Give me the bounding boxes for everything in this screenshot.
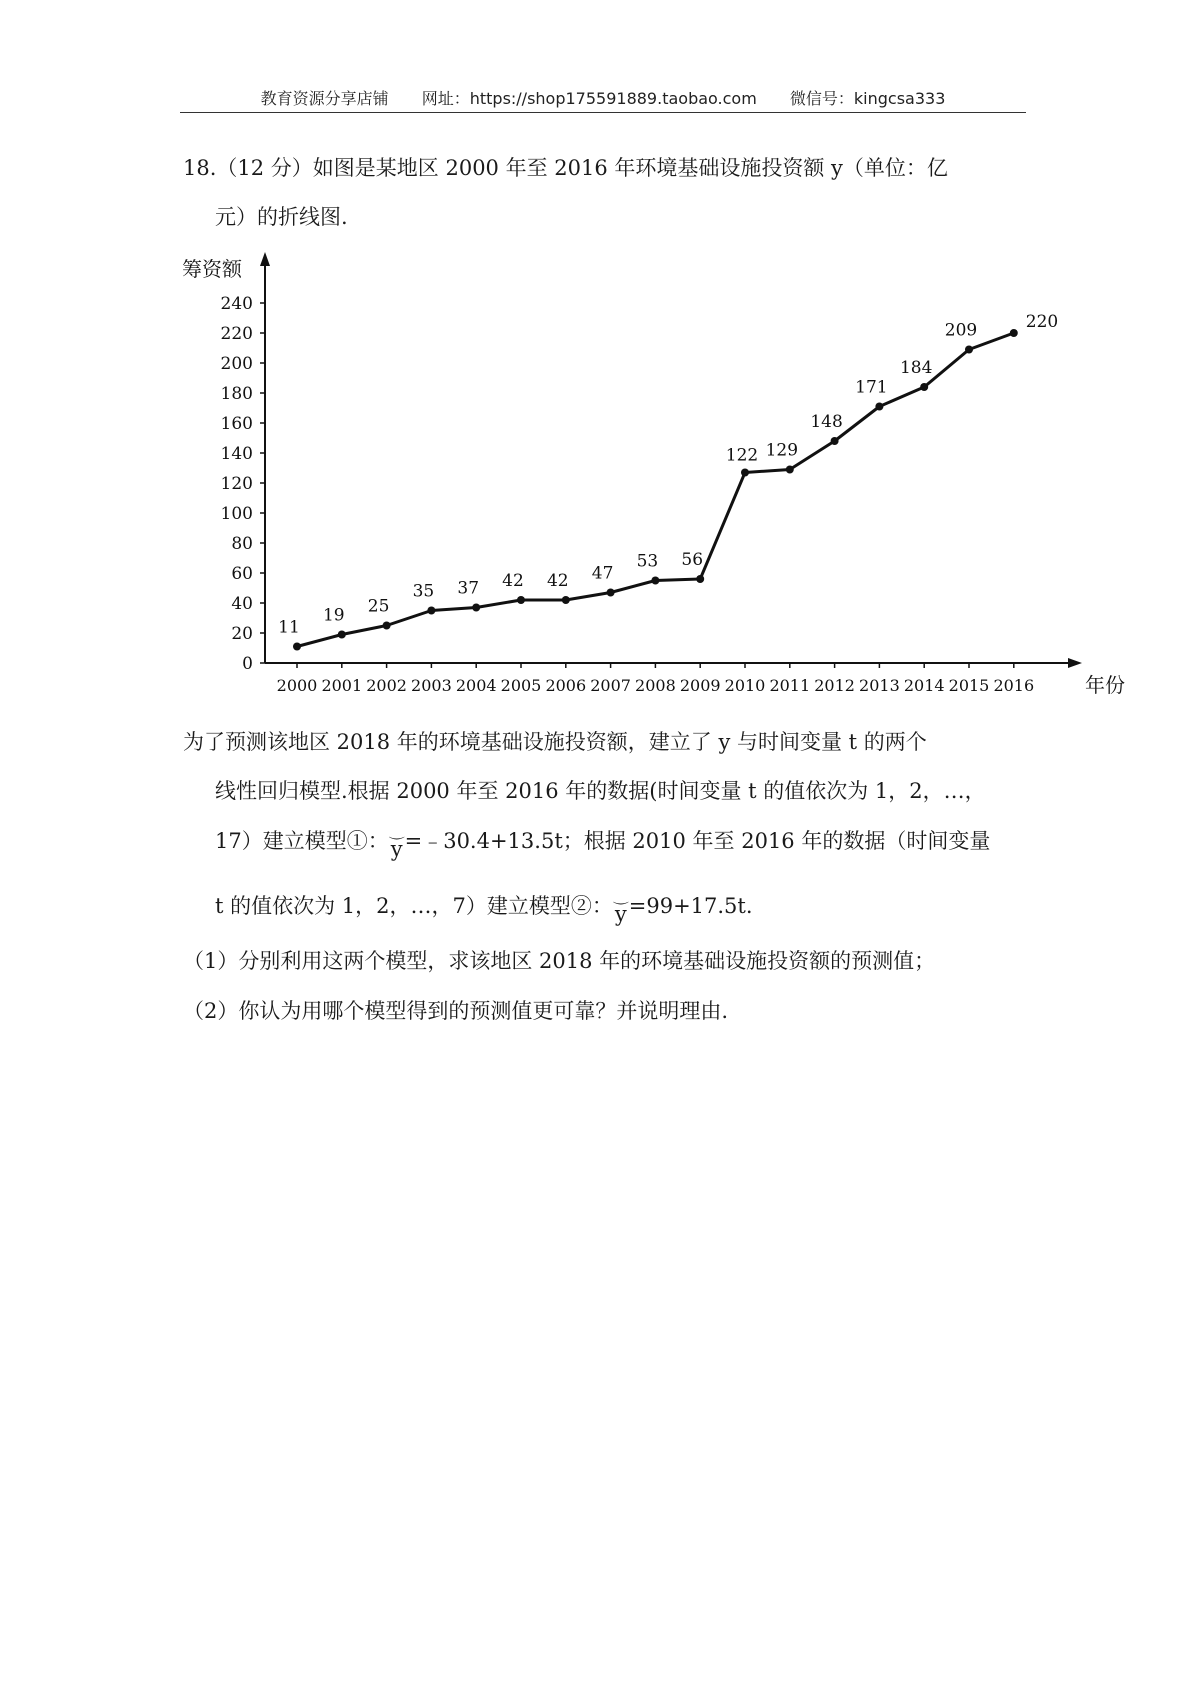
- y-tick-label: 0: [242, 654, 253, 674]
- y-tick-label: 220: [220, 324, 253, 344]
- x-tick-label: 2009: [679, 676, 721, 695]
- x-axis-arrow: [1068, 658, 1082, 668]
- data-point: [651, 577, 659, 585]
- data-label: 184: [899, 358, 933, 378]
- shop-url: 网址：https://shop175591889.taobao.com: [421, 89, 757, 108]
- data-point: [965, 346, 973, 354]
- x-tick-label: 2000: [276, 676, 318, 695]
- x-tick-label: 2008: [635, 676, 676, 695]
- data-label: 35: [412, 581, 435, 602]
- x-tick-label: 2006: [545, 676, 587, 695]
- x-tick-label: 2016: [993, 676, 1035, 695]
- x-tick-label: 2005: [500, 676, 542, 695]
- model-2-prefix: t 的值依次为 1，2，…，7）建立模型②：: [215, 894, 613, 918]
- data-point: [786, 466, 794, 474]
- sub-question-2: （2）你认为用哪个模型得到的预测值更可靠？并说明理由.: [183, 999, 729, 1023]
- header-divider: [180, 112, 1026, 113]
- data-point: [741, 469, 749, 477]
- y-hat-symbol: ⌒ y: [389, 833, 405, 865]
- body-line-4: [215, 890, 753, 926]
- y-tick-label: 100: [220, 504, 253, 524]
- data-point: [293, 643, 301, 651]
- data-label: 47: [591, 563, 614, 584]
- data-label: 19: [322, 605, 345, 626]
- data-label: 148: [810, 412, 843, 432]
- model-2-formula: =99+17.5t.: [628, 894, 753, 918]
- y-tick-label: 240: [220, 294, 253, 314]
- data-point: [517, 596, 525, 604]
- x-tick-label: 2011: [769, 676, 811, 695]
- data-label: 42: [502, 571, 524, 591]
- y-tick-label: 180: [220, 384, 253, 404]
- body-line-3: [215, 825, 991, 861]
- data-label: 53: [636, 551, 659, 572]
- y-tick-label: 20: [231, 624, 253, 644]
- body-line-2: 线性回归模型.根据 2000 年至 2016 年的数据(时间变量 t 的值依次为 1，2，…，: [215, 779, 986, 803]
- page-header: [180, 86, 1026, 109]
- y-tick-label: 140: [220, 444, 253, 464]
- x-tick-label: 2007: [590, 676, 631, 695]
- series-line: [297, 333, 1014, 647]
- data-point: [920, 383, 928, 391]
- x-tick-label: 2003: [411, 676, 452, 695]
- data-label: 171: [855, 377, 888, 398]
- data-point: [607, 589, 615, 597]
- x-tick-label: 2015: [948, 676, 990, 695]
- x-tick-label: 2013: [859, 676, 900, 695]
- x-tick-label: 2010: [724, 676, 766, 695]
- y-tick-label: 120: [220, 474, 253, 494]
- x-tick-label: 2012: [814, 676, 855, 695]
- body-line-1: 为了预测该地区 2018 年的环境基础设施投资额，建立了 y 与时间变量 t 的两个: [183, 730, 927, 754]
- data-point: [427, 607, 435, 615]
- x-tick-label: 2001: [321, 676, 363, 695]
- data-point: [875, 403, 883, 411]
- y-hat-symbol: ⌒ y: [613, 898, 629, 930]
- data-label: 122: [725, 445, 759, 466]
- data-point: [1010, 329, 1018, 337]
- data-point: [338, 631, 346, 639]
- wechat-id: 微信号：kingcsa333: [789, 89, 946, 108]
- data-point: [383, 622, 391, 630]
- x-axis-label: 年份: [1085, 673, 1125, 697]
- data-point: [562, 596, 570, 604]
- data-label: 42: [546, 571, 569, 591]
- y-axis-label: 筹资额: [182, 257, 242, 281]
- data-label: 220: [1025, 312, 1059, 332]
- question-line-2: 元）的折线图.: [215, 205, 348, 229]
- data-label: 37: [457, 578, 480, 599]
- question-line-1: 18.（12 分）如图是某地区 2000 年至 2016 年环境基础设施投资额 y（单位：亿: [183, 156, 948, 180]
- data-label: 209: [944, 320, 978, 341]
- data-point: [472, 604, 480, 612]
- data-label: 25: [367, 596, 390, 617]
- data-label: 129: [765, 440, 799, 461]
- model-1-prefix: 17）建立模型①：: [215, 829, 389, 853]
- x-tick-label: 2004: [455, 676, 497, 695]
- y-tick-label: 200: [220, 354, 253, 374]
- data-point: [696, 575, 704, 583]
- y-tick-label: 80: [231, 534, 253, 554]
- y-axis-arrow: [260, 252, 270, 266]
- sub-question-1: （1）分别利用这两个模型，求该地区 2018 年的环境基础设施投资额的预测值；: [183, 949, 936, 973]
- y-tick-label: 60: [231, 564, 253, 584]
- x-tick-label: 2014: [903, 676, 945, 695]
- line-chart: [170, 250, 1140, 710]
- y-tick-label: 40: [231, 594, 253, 614]
- x-tick-label: 2002: [366, 676, 407, 695]
- shop-name: 教育资源分享店铺: [260, 89, 389, 108]
- data-label: 11: [278, 617, 300, 638]
- model-1-formula: =﹣30.4+13.5t；根据 2010 年至 2016 年的数据（时间变量: [404, 829, 991, 853]
- data-point: [831, 437, 839, 445]
- data-label: 56: [681, 550, 704, 570]
- y-tick-label: 160: [220, 414, 253, 434]
